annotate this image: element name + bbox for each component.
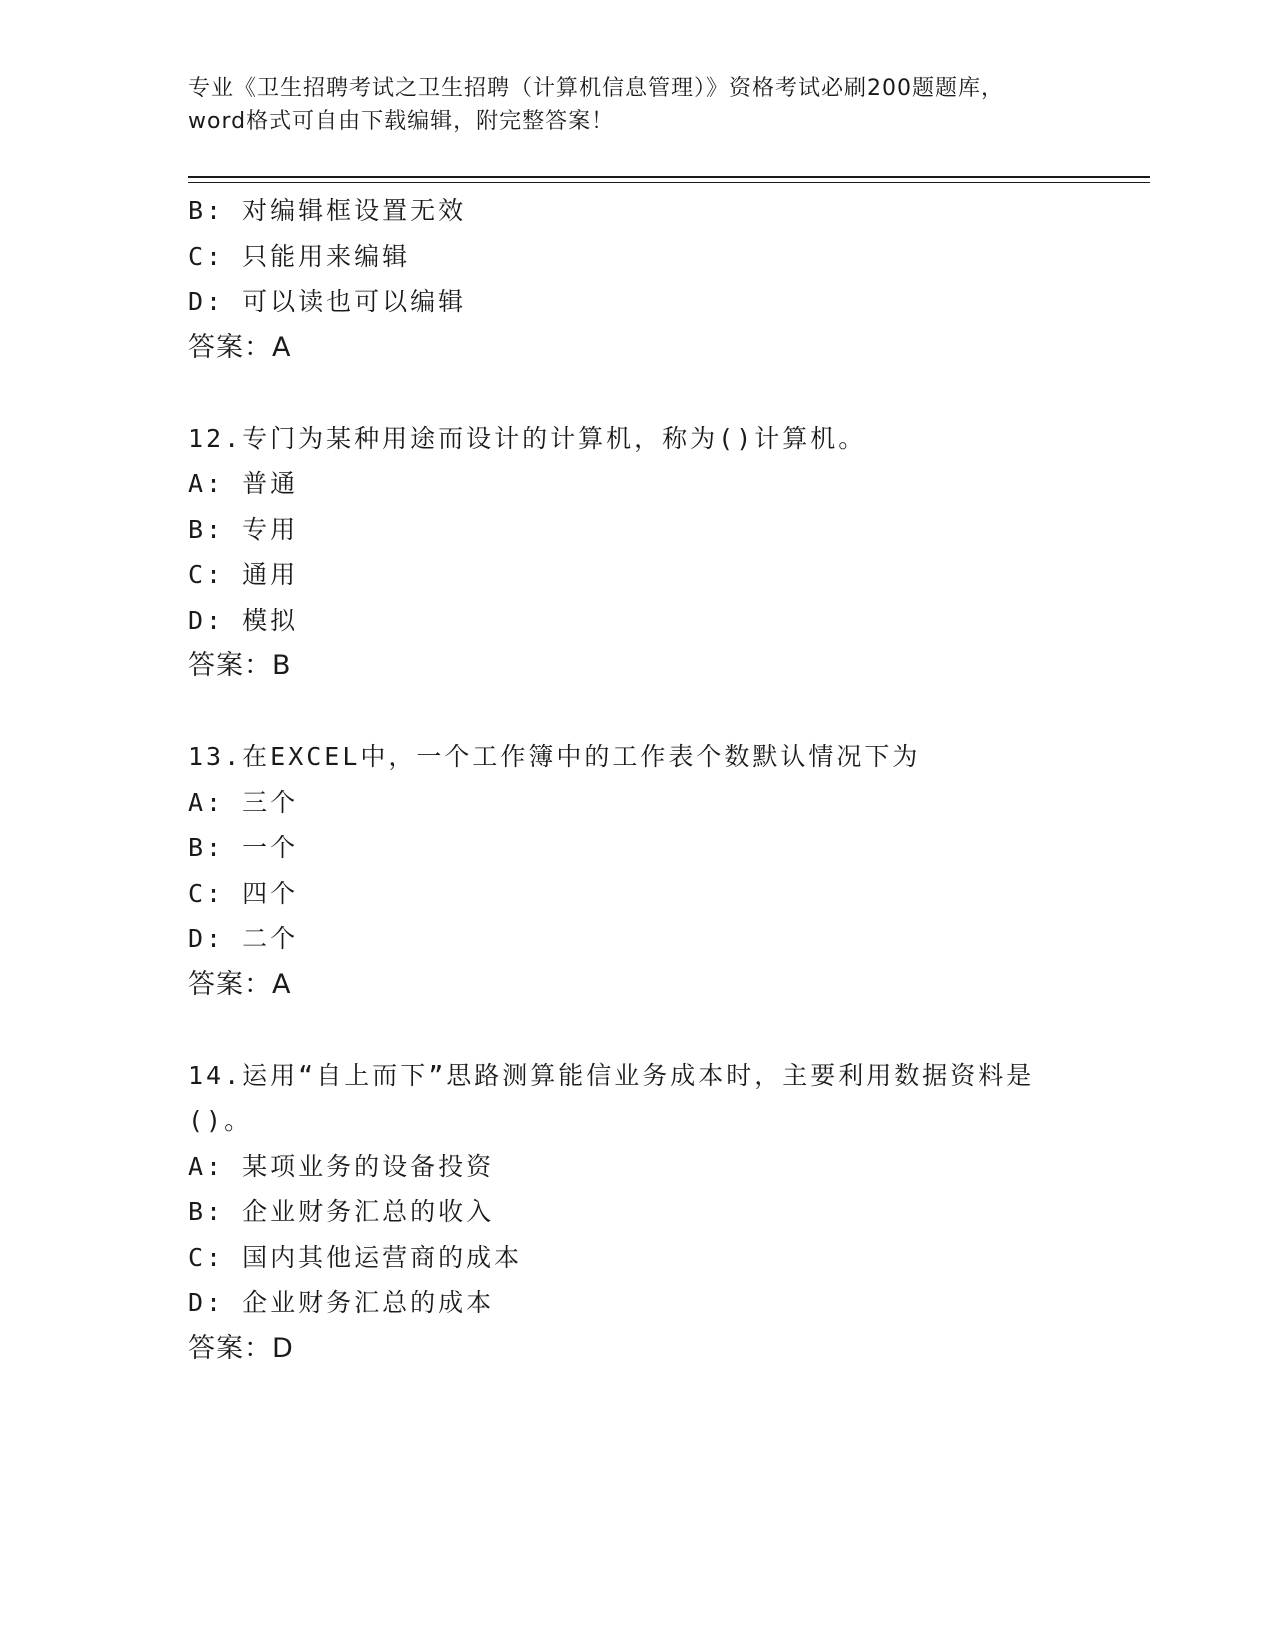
question-list: [188, 188, 1088, 1371]
spacer: [188, 1007, 1088, 1053]
header-title-line-2: word格式可自由下载编辑，附完整答案！: [188, 109, 615, 134]
option-b: B: 一个: [188, 833, 299, 862]
spacer: [188, 689, 1088, 735]
option-d: D: 模拟: [188, 605, 299, 635]
option-d: D: 企业财务汇总的成本: [188, 1288, 495, 1317]
question-stem: 14.运用“自上而下”思路测算能信业务成本时，主要利用数据资料是: [188, 1060, 1035, 1090]
header-divider-thin: [188, 182, 1150, 183]
question-13: [188, 734, 1088, 1007]
document-header: [188, 72, 1088, 138]
option-a: A: 三个: [188, 787, 299, 817]
question-12: [188, 416, 1088, 689]
answer-line: 答案：D: [188, 1332, 294, 1364]
question-stem: 12.专门为某种用途而设计的计算机，称为()计算机。: [188, 423, 867, 453]
option-c: C: 通用: [188, 560, 299, 589]
option-b: B: 专用: [188, 514, 299, 544]
question-14: [188, 1053, 1088, 1372]
question-11-partial: [188, 188, 1088, 370]
option-a: A: 某项业务的设备投资: [188, 1151, 495, 1181]
option-b: B: 对编辑框设置无效: [188, 196, 467, 225]
answer-line: 答案：A: [188, 331, 292, 363]
spacer: [188, 370, 1088, 416]
question-stem-continued: ()。: [188, 1106, 253, 1135]
header-divider-thick: [188, 176, 1150, 178]
option-a: A: 普通: [188, 469, 299, 498]
header-title-line-1: 专业《卫生招聘考试之卫生招聘（计算机信息管理）》资格考试必刷200题题库，: [188, 76, 1004, 101]
option-c: C: 只能用来编辑: [188, 241, 411, 271]
option-d: D: 二个: [188, 924, 299, 953]
option-d: D: 可以读也可以编辑: [188, 287, 467, 316]
answer-line: 答案：A: [188, 968, 292, 1000]
option-c: C: 国内其他运营商的成本: [188, 1242, 523, 1272]
option-b: B: 企业财务汇总的收入: [188, 1197, 495, 1226]
question-stem: 13.在EXCEL中，一个工作簿中的工作表个数默认情况下为: [188, 742, 921, 771]
option-c: C: 四个: [188, 878, 299, 908]
answer-line: 答案：B: [188, 650, 292, 681]
